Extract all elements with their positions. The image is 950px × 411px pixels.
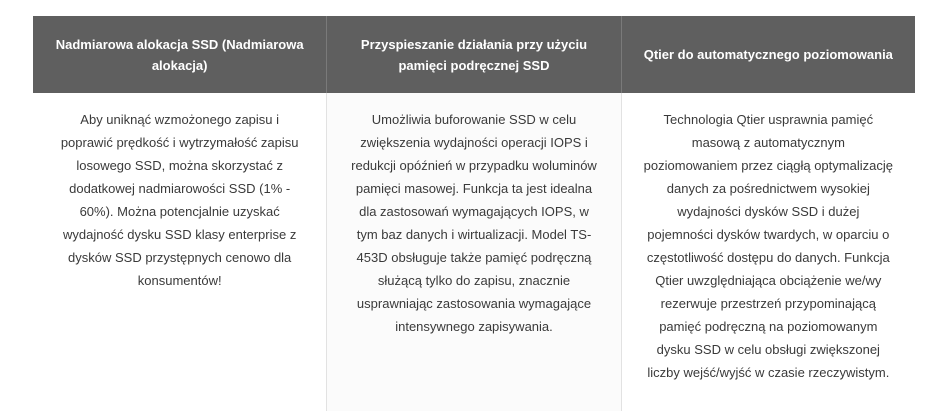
column-header-ssd-cache: Przyspieszanie działania przy użyciu pamięci podręcznej SSD xyxy=(326,16,620,93)
feature-table xyxy=(33,16,915,411)
column-header-qtier: Qtier do automatycznego poziomowania xyxy=(621,16,915,93)
column-header-overprovisioning: Nadmiarowa alokacja SSD (Nadmiarowa alokacja) xyxy=(55,36,304,73)
description-overprovisioning: Aby uniknąć wzmożonego zapisu i poprawić prędkość i wytrzymałość zapisu losowego SSD, można skorzystać z dodatkowej nadmiarowości SSD (1% - 60%). Można potencjalnie uzyskać wydajność dysku SSD klasy enterprise z dysków SSD przystępnych cenowo dla konsumentów! xyxy=(60,112,299,288)
description-ssd-cache: Umożliwia buforowanie SSD w celu zwiększenia wydajności operacji IOPS i redukcji opóźnień w przypadku woluminów pamięci masowej. Funkcja ta jest idealna dla zastosowań wymagających IOPS, w tym baz danych i wirtualizacji. Model TS-453D obsługuje także pamięć podręczną służącą tylko do zapisu, znacznie usprawniając zastosowania wymagające intensywnego zapisywania. xyxy=(326,93,620,411)
description-qtier: Technologia Qtier usprawnia pamięć masową z automatycznym poziomowaniem przez ciągłą optymalizację danych za pośrednictwem wysokiej wydajności dysków SSD i dużej pojemności dysków twardych, w oparciu o częstotliwość dostępu do danych. Funkcja Qtier uwzględniająca obciążenie we/wy rezerwuje przestrzeń przypominającą pamięć podręczną na poziomowanym dysku SSD w celu obsługi zwiększonej liczby wejść/wyjść w czasie rzeczywistym. xyxy=(621,93,915,411)
table-body-row xyxy=(33,93,915,411)
table-header-row xyxy=(33,16,915,93)
